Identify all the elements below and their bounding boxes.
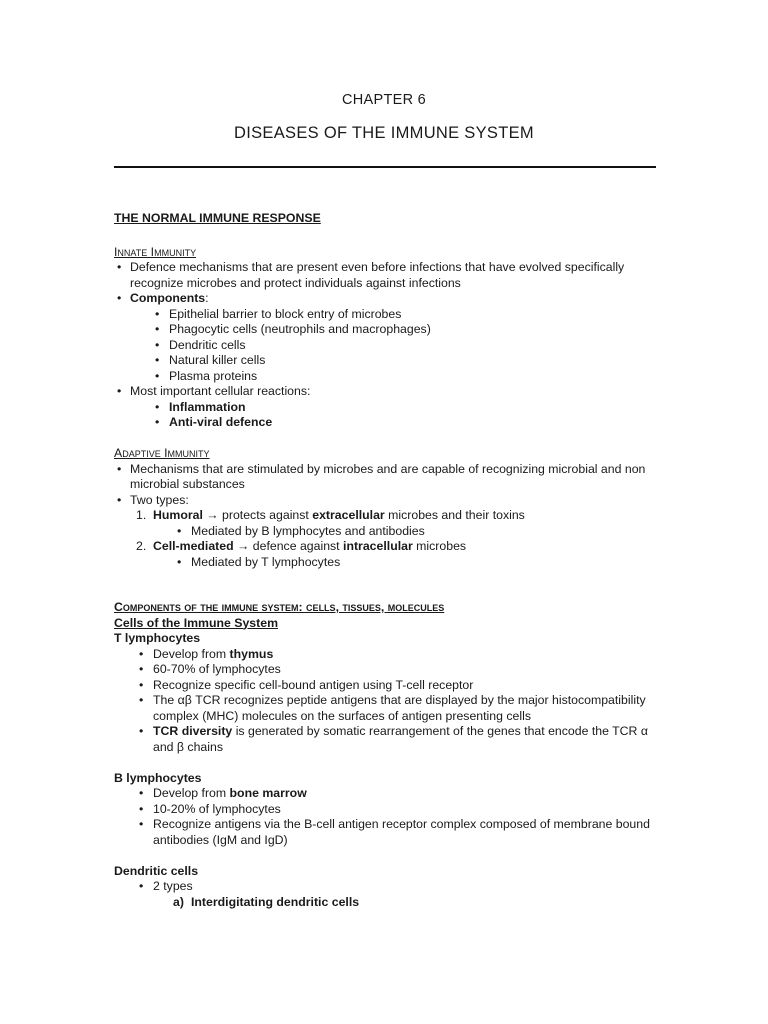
- adaptive-list: [114, 462, 659, 509]
- document-body: [114, 211, 659, 910]
- list-item: • Two types:: [114, 493, 659, 509]
- section-heading-normal-immune-response: THE NORMAL IMMUNE RESPONSE: [114, 211, 321, 225]
- chapter-title: DISEASES OF THE IMMUNE SYSTEM: [234, 124, 534, 142]
- list-item: • Develop from thymus: [114, 647, 659, 663]
- section-heading-components: Components of the immune system: cells, tissues, molecules: [114, 600, 445, 614]
- list-item: • Dendritic cells: [130, 338, 659, 354]
- list-item: • Mediated by B lymphocytes and antibodies: [114, 524, 659, 540]
- list-item: • Develop from bone marrow: [114, 786, 659, 802]
- immunity-types-list: [114, 508, 659, 524]
- list-item: • 2 types: [114, 879, 659, 895]
- list-item: 2. Cell-mediated → defence against intracellular microbes: [136, 539, 467, 553]
- heading-b-lymphocytes: B lymphocytes: [114, 770, 202, 785]
- components-list: [130, 307, 659, 385]
- list-item: • Natural killer cells: [130, 353, 659, 369]
- innate-list: [114, 260, 659, 431]
- list-item: • 10-20% of lymphocytes: [114, 802, 659, 818]
- list-item: • Phagocytic cells (neutrophils and macrophages): [130, 322, 659, 338]
- subheading-adaptive-immunity: Adaptive Immunity: [114, 446, 210, 460]
- dendritic-list: [114, 879, 659, 895]
- list-item: • The αβ TCR recognizes peptide antigens that are displayed by the major histocompatibility complex (MHC) molecules on the surfaces of antigen presenting cells: [114, 693, 659, 724]
- title-divider: [114, 166, 656, 168]
- list-item: • Anti-viral defence: [130, 415, 659, 431]
- heading-t-lymphocytes: T lymphocytes: [114, 631, 201, 645]
- chapter-number: CHAPTER 6: [341, 92, 427, 108]
- components-label: Components: [130, 291, 206, 305]
- list-item: • Recognize antigens via the B-cell antigen receptor complex composed of membrane bound antibodies (IgM and IgD): [114, 817, 659, 848]
- t-lymphocytes-list: [114, 647, 659, 756]
- list-item: • Mechanisms that are stimulated by microbes and are capable of recognizing microbial and non microbial substances: [114, 462, 659, 493]
- list-item: • Recognize specific cell-bound antigen using T-cell receptor: [114, 678, 659, 694]
- heading-dendritic-cells: Dendritic cells: [114, 863, 199, 878]
- subheading-innate-immunity: Innate Immunity: [114, 244, 197, 259]
- list-item: • Components: • Epithelial barrier to block entry of microbes • Phagocytic cells (neutrophils and macrophages) • Dendritic cells • Natural killer cells • Plasma proteins: [114, 291, 659, 384]
- dendritic-types-list: [114, 895, 659, 911]
- list-item: a) Interdigitating dendritic cells: [173, 894, 360, 909]
- list-item: • 60-70% of lymphocytes: [114, 662, 659, 678]
- list-item: • Mediated by T lymphocytes: [114, 555, 659, 571]
- b-lymphocytes-list: [114, 786, 659, 848]
- list-item: • Inflammation: [130, 400, 659, 416]
- list-item: 1. Humoral → protects against extracellular microbes and their toxins: [136, 508, 525, 522]
- list-item: • Plasma proteins: [130, 369, 659, 385]
- list-item: • TCR diversity is generated by somatic rearrangement of the genes that encode the TCR α and β chains: [114, 724, 659, 755]
- list-item: • Epithelial barrier to block entry of microbes: [130, 307, 659, 323]
- reactions-list: [130, 400, 659, 431]
- list-item: • Defence mechanisms that are present even before infections that have evolved specifically recognize microbes and protect individuals against infections: [114, 260, 659, 291]
- list-item: • Most important cellular reactions: • Inflammation • Anti-viral defence: [114, 384, 659, 431]
- subheading-cells: Cells of the Immune System: [114, 615, 279, 630]
